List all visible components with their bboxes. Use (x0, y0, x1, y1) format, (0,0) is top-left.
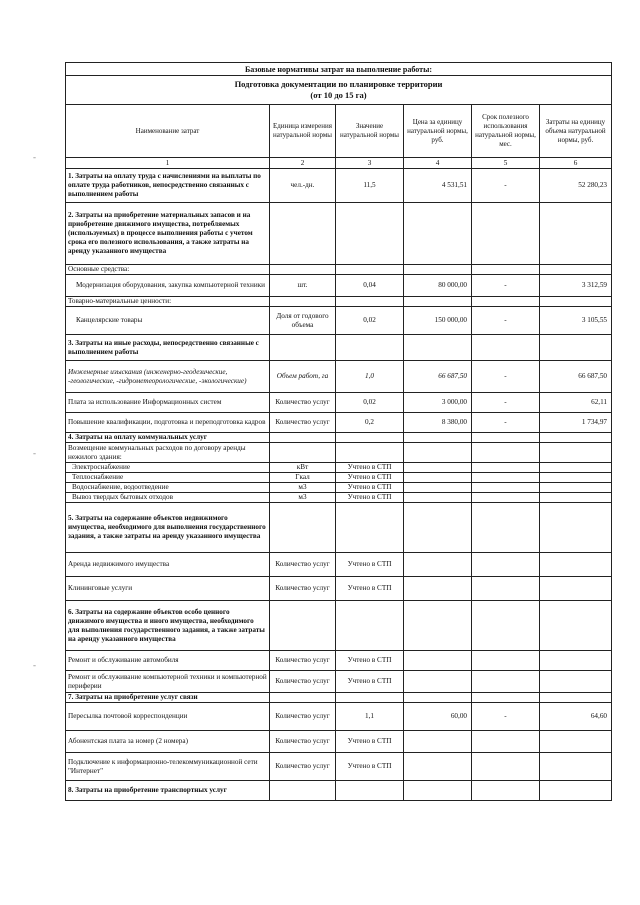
row-life-cell: - (472, 393, 540, 413)
row-price-cell (404, 503, 472, 553)
row-cost-cell (540, 577, 612, 601)
header-price: Цена за единицу натуральной нормы, руб. (404, 105, 472, 158)
row-cost-cell (540, 443, 612, 463)
row-price-cell: 3 000,00 (404, 393, 472, 413)
table-body (66, 169, 612, 801)
row-unit-cell: Количество услуг (270, 553, 336, 577)
row-name-cell: 5. Затраты на содержание объектов недвижимого имущества, необходимого для выполнения государственного задания, а также затраты на аренду указанного имущества (66, 503, 270, 553)
row-life-cell (472, 753, 540, 781)
cost-norms-table (65, 62, 612, 801)
row-value-cell: Учтено в СТП (336, 473, 404, 483)
row-unit-cell: м3 (270, 483, 336, 493)
row-value-cell (336, 781, 404, 801)
table-row (66, 577, 612, 601)
row-value-cell: 11,5 (336, 169, 404, 203)
header-value: Значение натуральной нормы (336, 105, 404, 158)
column-number: 6 (540, 158, 612, 169)
row-cost-cell: 66 687,50 (540, 361, 612, 393)
row-value-cell: Учтено в СТП (336, 731, 404, 753)
column-number: 3 (336, 158, 404, 169)
row-name-cell: Инженерные изыскания (инженерно-геодезические, -геологические, -гидрометеорологические, -экологические) (66, 361, 270, 393)
row-cost-cell (540, 203, 612, 265)
row-cost-cell (540, 553, 612, 577)
row-cost-cell: 3 105,55 (540, 307, 612, 335)
margin-mark: - (33, 660, 36, 670)
row-life-cell (472, 265, 540, 275)
row-unit-cell: Количество услуг (270, 703, 336, 731)
row-unit-cell (270, 443, 336, 463)
row-name-cell: 6. Затраты на содержание объектов особо ценного движимого имущества и иного имущества, необходимого для выполнения государственного задания, а также затраты на аренду указанного имущества (66, 601, 270, 651)
row-name-cell: 4. Затраты на оплату коммунальных услуг (66, 433, 270, 443)
row-price-cell (404, 781, 472, 801)
table-row (66, 651, 612, 671)
row-unit-cell (270, 335, 336, 361)
row-value-cell: Учтено в СТП (336, 483, 404, 493)
row-unit-cell (270, 203, 336, 265)
row-life-cell (472, 433, 540, 443)
row-value-cell (336, 433, 404, 443)
row-life-cell (472, 651, 540, 671)
row-cost-cell (540, 335, 612, 361)
subtitle-line-2: (от 10 до 15 га) (310, 90, 367, 100)
row-unit-cell: Объем работ, га (270, 361, 336, 393)
table-row (66, 753, 612, 781)
row-name-cell: 7. Затраты на приобретение услуг связи (66, 693, 270, 703)
row-unit-cell: чел.-дн. (270, 169, 336, 203)
row-unit-cell: Количество услуг (270, 413, 336, 433)
table-row (66, 265, 612, 275)
header-unit: Единица измерения натуральной нормы (270, 105, 336, 158)
table-row (66, 601, 612, 651)
row-cost-cell (540, 671, 612, 693)
table-row (66, 203, 612, 265)
row-life-cell (472, 443, 540, 463)
row-value-cell: Учтено в СТП (336, 463, 404, 473)
row-life-cell (472, 577, 540, 601)
row-value-cell: 1,0 (336, 361, 404, 393)
row-value-cell: 0,04 (336, 275, 404, 297)
table-row (66, 393, 612, 413)
row-value-cell (336, 335, 404, 361)
row-price-cell (404, 671, 472, 693)
row-life-cell (472, 297, 540, 307)
row-life-cell: - (472, 361, 540, 393)
row-name-cell: Товарно-материальные ценности: (66, 297, 270, 307)
row-life-cell (472, 553, 540, 577)
row-unit-cell (270, 265, 336, 275)
row-life-cell (472, 693, 540, 703)
row-life-cell: - (472, 703, 540, 731)
row-name-cell: 3. Затраты на иные расходы, непосредственно связанные с выполнением работы (66, 335, 270, 361)
row-price-cell (404, 335, 472, 361)
row-unit-cell (270, 297, 336, 307)
table-row (66, 483, 612, 493)
row-cost-cell (540, 297, 612, 307)
row-unit-cell: Гкал (270, 473, 336, 483)
table-title: Базовые нормативы затрат на выполнение работы: (66, 63, 612, 76)
row-price-cell: 60,00 (404, 703, 472, 731)
table-row (66, 275, 612, 297)
column-number: 1 (66, 158, 270, 169)
header-life: Срок полезного использования натуральной нормы, мес. (472, 105, 540, 158)
row-life-cell (472, 671, 540, 693)
row-name-cell: Подключение к информационно-телекоммуникационной сети "Интернет" (66, 753, 270, 781)
table-row (66, 703, 612, 731)
row-unit-cell: Количество услуг (270, 671, 336, 693)
row-cost-cell (540, 693, 612, 703)
row-life-cell: - (472, 275, 540, 297)
row-name-cell: Основные средства: (66, 265, 270, 275)
row-price-cell (404, 443, 472, 463)
row-life-cell: - (472, 307, 540, 335)
row-price-cell: 80 000,00 (404, 275, 472, 297)
column-number: 5 (472, 158, 540, 169)
row-price-cell (404, 601, 472, 651)
row-name-cell: Абонентская плата за номер (2 номера) (66, 731, 270, 753)
row-cost-cell: 3 312,59 (540, 275, 612, 297)
row-name-cell: Пересылка почтовой корреспонденции (66, 703, 270, 731)
document-sheet (65, 62, 611, 801)
row-name-cell: 2. Затраты на приобретение материальных запасов и на приобретение движимого имущества, потребляемых (используемых) в процессе выполнения работы с учетом срока его полезного использования, а также затраты на аренду указанного имущества (66, 203, 270, 265)
row-name-cell: Теплоснабжение (66, 473, 270, 483)
row-value-cell: Учтено в СТП (336, 671, 404, 693)
row-unit-cell: Доля от годового объема (270, 307, 336, 335)
row-life-cell: - (472, 169, 540, 203)
table-row (66, 493, 612, 503)
row-cost-cell (540, 483, 612, 493)
row-unit-cell: м3 (270, 493, 336, 503)
row-cost-cell (540, 463, 612, 473)
table-row (66, 169, 612, 203)
row-value-cell: 1,1 (336, 703, 404, 731)
row-life-cell (472, 781, 540, 801)
row-price-cell (404, 473, 472, 483)
row-value-cell: Учтено в СТП (336, 651, 404, 671)
row-life-cell (472, 335, 540, 361)
table-row (66, 335, 612, 361)
row-value-cell (336, 443, 404, 463)
row-life-cell (472, 503, 540, 553)
row-life-cell (472, 601, 540, 651)
row-cost-cell (540, 503, 612, 553)
row-value-cell (336, 265, 404, 275)
row-value-cell: 0,02 (336, 393, 404, 413)
row-price-cell (404, 483, 472, 493)
table-subtitle (66, 76, 612, 105)
row-unit-cell: Количество услуг (270, 731, 336, 753)
row-price-cell (404, 493, 472, 503)
row-cost-cell (540, 753, 612, 781)
row-name-cell: Ремонт и обслуживание автомобиля (66, 651, 270, 671)
row-value-cell: Учтено в СТП (336, 753, 404, 781)
row-value-cell: Учтено в СТП (336, 553, 404, 577)
row-cost-cell (540, 731, 612, 753)
row-unit-cell: шт. (270, 275, 336, 297)
row-life-cell (472, 493, 540, 503)
row-price-cell (404, 553, 472, 577)
row-price-cell (404, 433, 472, 443)
row-unit-cell: Количество услуг (270, 651, 336, 671)
row-price-cell (404, 463, 472, 473)
table-row (66, 463, 612, 473)
row-price-cell: 8 380,00 (404, 413, 472, 433)
table-row (66, 781, 612, 801)
row-value-cell: Учтено в СТП (336, 577, 404, 601)
table-row (66, 503, 612, 553)
row-life-cell (472, 473, 540, 483)
row-cost-cell (540, 493, 612, 503)
margin-mark: - (33, 448, 36, 458)
row-value-cell: 0,02 (336, 307, 404, 335)
row-name-cell: Клининговые услуги (66, 577, 270, 601)
table-row (66, 553, 612, 577)
row-unit-cell (270, 433, 336, 443)
row-cost-cell: 62,11 (540, 393, 612, 413)
row-name-cell: Аренда недвижимого имущества (66, 553, 270, 577)
row-name-cell: Возмещение коммунальных расходов по договору аренды нежилого здания: (66, 443, 270, 463)
row-price-cell (404, 265, 472, 275)
row-name-cell: Повышение квалификации, подготовка и переподготовка кадров (66, 413, 270, 433)
row-cost-cell (540, 651, 612, 671)
row-name-cell: Канцелярские товары (66, 307, 270, 335)
table-row (66, 361, 612, 393)
row-price-cell (404, 651, 472, 671)
row-name-cell: 1. Затраты на оплату труда с начислениями на выплаты по оплате труда работников, непосредственно связанных с выполнением работы (66, 169, 270, 203)
row-unit-cell: Количество услуг (270, 393, 336, 413)
column-number: 4 (404, 158, 472, 169)
row-price-cell: 66 687,50 (404, 361, 472, 393)
column-number: 2 (270, 158, 336, 169)
row-value-cell (336, 601, 404, 651)
row-cost-cell: 1 734,97 (540, 413, 612, 433)
row-unit-cell: Количество услуг (270, 753, 336, 781)
row-price-cell (404, 731, 472, 753)
row-price-cell (404, 203, 472, 265)
margin-mark: - (33, 152, 36, 162)
row-life-cell (472, 731, 540, 753)
row-price-cell: 150 000,00 (404, 307, 472, 335)
row-value-cell (336, 503, 404, 553)
table-row (66, 671, 612, 693)
header-name: Наименование затрат (66, 105, 270, 158)
header-cost: Затраты на единицу объема натуральной нормы, руб. (540, 105, 612, 158)
row-unit-cell (270, 781, 336, 801)
row-name-cell: 8. Затраты на приобретение транспортных услуг (66, 781, 270, 801)
row-cost-cell (540, 265, 612, 275)
row-life-cell: - (472, 413, 540, 433)
row-cost-cell: 64,60 (540, 703, 612, 731)
row-cost-cell (540, 433, 612, 443)
row-unit-cell (270, 503, 336, 553)
table-row (66, 297, 612, 307)
row-name-cell: Вывоз твердых бытовых отходов (66, 493, 270, 503)
row-value-cell: Учтено в СТП (336, 493, 404, 503)
row-cost-cell (540, 601, 612, 651)
row-unit-cell: Количество услуг (270, 577, 336, 601)
row-life-cell (472, 203, 540, 265)
row-name-cell: Водоснабжение, водоотведение (66, 483, 270, 493)
table-row (66, 413, 612, 433)
row-price-cell (404, 753, 472, 781)
row-value-cell (336, 203, 404, 265)
row-life-cell (472, 483, 540, 493)
row-value-cell (336, 297, 404, 307)
row-value-cell: 0,2 (336, 413, 404, 433)
row-unit-cell (270, 693, 336, 703)
table-row (66, 443, 612, 463)
row-name-cell: Модернизация оборудования, закупка компьютерной техники (66, 275, 270, 297)
table-row (66, 693, 612, 703)
row-price-cell (404, 577, 472, 601)
row-unit-cell: кВт (270, 463, 336, 473)
row-cost-cell: 52 280,23 (540, 169, 612, 203)
row-price-cell (404, 297, 472, 307)
table-row (66, 731, 612, 753)
row-cost-cell (540, 781, 612, 801)
row-cost-cell (540, 473, 612, 483)
row-price-cell: 4 531,51 (404, 169, 472, 203)
row-value-cell (336, 693, 404, 703)
row-name-cell: Плата за использование Информационных систем (66, 393, 270, 413)
row-name-cell: Ремонт и обслуживание компьютерной техники и компьютерной периферии (66, 671, 270, 693)
row-price-cell (404, 693, 472, 703)
row-name-cell: Электроснабжение (66, 463, 270, 473)
table-row (66, 473, 612, 483)
table-row (66, 433, 612, 443)
table-row (66, 307, 612, 335)
row-unit-cell (270, 601, 336, 651)
subtitle-line-1: Подготовка документации по планировке территории (234, 79, 443, 89)
row-life-cell (472, 463, 540, 473)
